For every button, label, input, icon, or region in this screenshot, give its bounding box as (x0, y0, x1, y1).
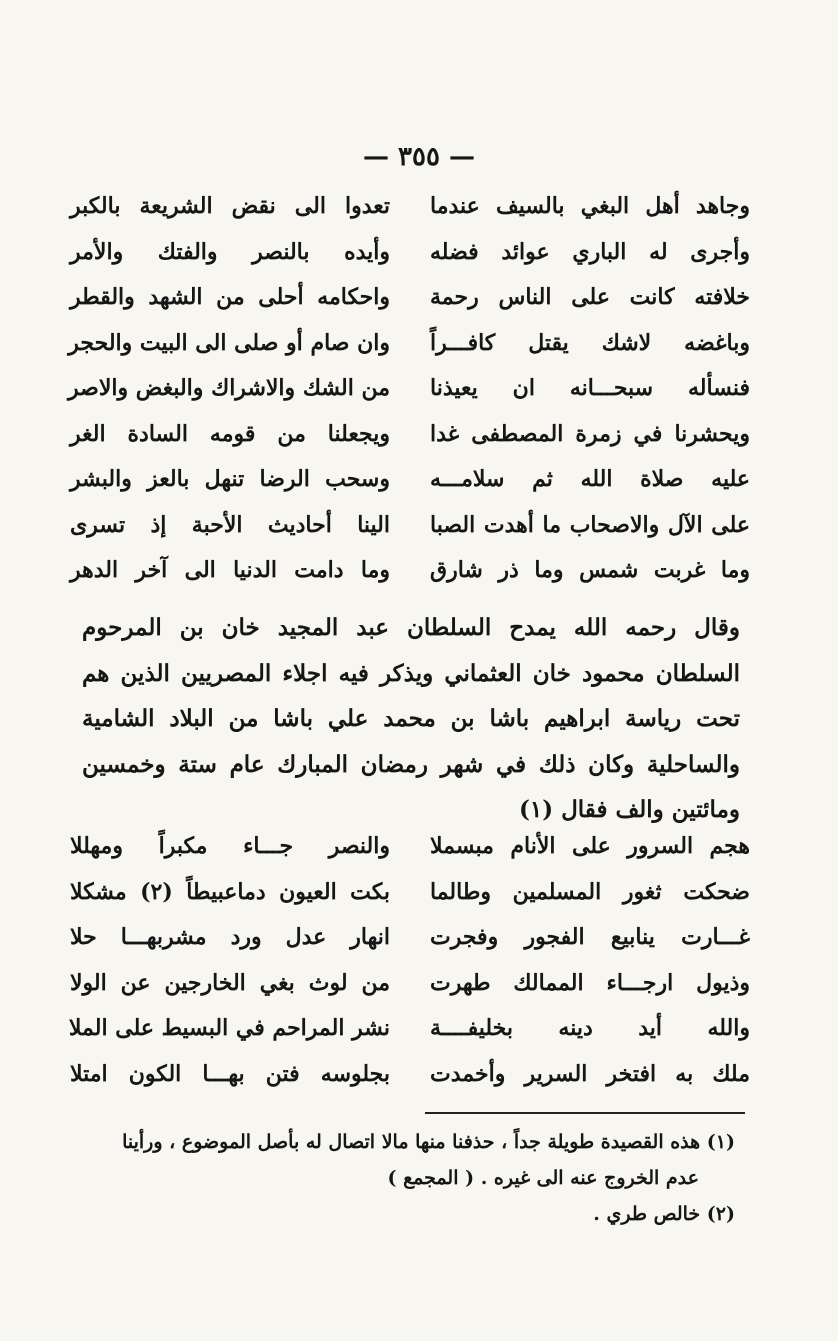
second-hemistich: نشر المراحم في البسيط على الملا (68, 1015, 390, 1041)
verse (70, 550, 750, 596)
first-hemistich: وما غربت شمس وما ذر شارق (430, 557, 750, 583)
footnote-2: (٢) خالص طري . (593, 1203, 735, 1225)
second-hemistich: ويجعلنا من قومه السادة الغر (70, 420, 390, 447)
verse (70, 459, 750, 505)
first-hemistich: وباغضه لاشك يقتل كافـــراً (430, 329, 750, 356)
first-hemistich: غـــارت ينابيع الفجور وفجرت (430, 924, 750, 950)
first-hemistich: وجاهد أهل البغي بالسيف عندما (430, 193, 750, 219)
second-hemistich: من الشك والاشراك والبغض والاصر (68, 375, 390, 401)
footnotes (70, 1124, 735, 1232)
verse (70, 917, 750, 963)
second-hemistich: وان صام أو صلى الى البيت والحجر (68, 329, 390, 356)
second-hemistich: بجلوسه فتن بهـــا الكون امتلا (70, 1060, 390, 1087)
second-hemistich: وسحب الرضا تنهل بالعز والبشر (70, 466, 390, 492)
first-hemistich: هجم السرور على الأنام مبسملا (430, 833, 750, 859)
verse (70, 277, 750, 323)
prose-introduction: وقال رحمه الله يمدح السلطان عبد المجيد خان بن المرحوم السلطان محمود خان العثماني ويذكر فيه اجلاء المصريين الذين هم تحت رياسة ابراهيم باشا بن محمد علي باشا من البلاد الشامية والساحلية وكان ذلك في شهر رمضان المبارك عام ستة وخمسين ومائتين والف فقال (١) (82, 614, 740, 823)
first-hemistich: ضحكت ثغور المسلمين وطالما (430, 878, 750, 905)
verse (70, 1008, 750, 1054)
poem-stanza-two (70, 826, 750, 1099)
second-hemistich: تعدوا الى نقض الشريعة بالكبر (70, 193, 390, 219)
second-hemistich: واحكامه أحلى من الشهد والقطر (70, 284, 390, 310)
first-hemistich: ملك به افتخر السرير وأخمدت (430, 1060, 750, 1087)
second-hemistich: والنصر جـــاء مكبراً ومهللا (70, 833, 390, 859)
first-hemistich: عليه صلاة الله ثم سلامـــه (430, 466, 750, 492)
footnote-1-continuation: عدم الخروج عنه الى غيره . ( المجمع ) (387, 1167, 699, 1189)
second-hemistich: وأيده بالنصر والفتك والأمر (70, 238, 390, 265)
first-hemistich: على الآل والاصحاب ما أهدت الصبا (430, 511, 750, 538)
first-hemistich: ويحشرنا في زمرة المصطفى غدا (430, 420, 750, 447)
footnote-1: (١) هذه القصيدة طويلة جداً ، حذفنا منها مالا اتصال له بأصل الموضوع ، ورأينا (122, 1131, 735, 1153)
verse (70, 826, 750, 872)
verse (70, 1054, 750, 1100)
verse (70, 368, 750, 414)
verse (70, 186, 750, 232)
first-hemistich: وأجرى له الباري عوائد فضله (430, 238, 750, 265)
poem-stanza-one (70, 186, 750, 596)
second-hemistich: انهار عدل ورد مشربهـــا حلا (70, 924, 390, 950)
first-hemistich: فنسأله سبحـــانه ان يعيذنا (430, 375, 750, 401)
verse (70, 963, 750, 1009)
first-hemistich: وذيول ارجـــاء الممالك طهرت (430, 969, 750, 996)
verse (70, 414, 750, 460)
verse (70, 872, 750, 918)
footnote-divider (425, 1112, 745, 1114)
second-hemistich: من لوث بغي الخارجين عن الولا (70, 969, 390, 996)
second-hemistich: وما دامت الدنيا الى آخر الدهر (70, 557, 390, 583)
second-hemistich: الينا أحاديث الأحبة إذ تسرى (70, 511, 390, 538)
first-hemistich: والله أيد دينه بخليفــــة (430, 1015, 750, 1041)
second-hemistich: بكت العيون دماعبيطاً (٢) مشكلا (70, 878, 390, 905)
verse (70, 505, 750, 551)
first-hemistich: خلافته كانت على الناس رحمة (430, 284, 750, 310)
verse (70, 232, 750, 278)
verse (70, 323, 750, 369)
page-number: — ٣٥٥ — (362, 142, 476, 172)
